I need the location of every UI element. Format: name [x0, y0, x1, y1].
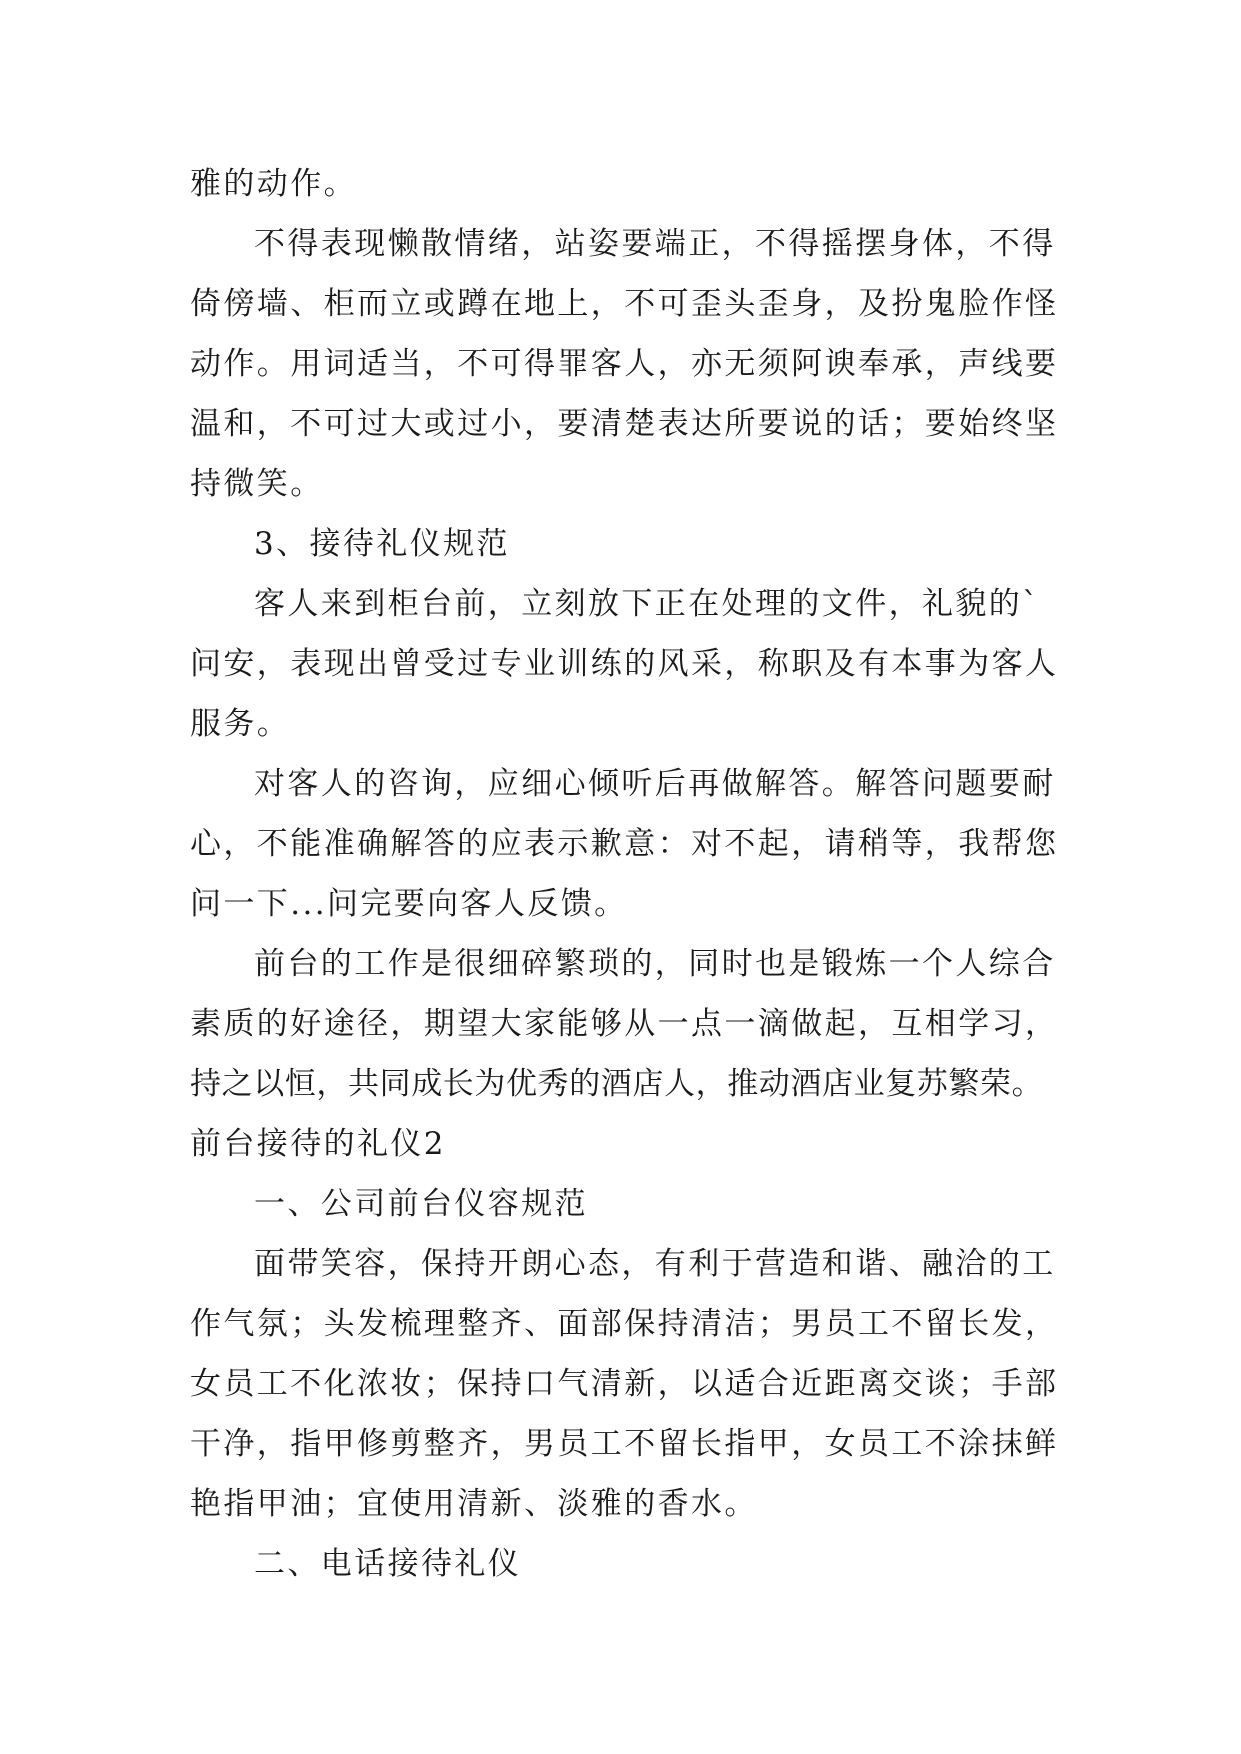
text-line: 问一下...问完要向客人反馈。	[190, 886, 628, 922]
text-line: 温和，不可过大或过小，要清楚表达所要说的话；要始终坚	[190, 406, 1059, 442]
text-line: 干净，指甲修剪整齐，男员工不留长指甲，女员工不涂抹鲜	[190, 1426, 1059, 1462]
text-line: 持微笑。	[190, 466, 324, 502]
paragraph-first-line: 客人来到柜台前，立刻放下正在处理的文件，礼貌的`	[254, 586, 1041, 622]
text-line: 雅的动作。	[190, 166, 357, 202]
text-line: 问安，表现出曾受过专业训练的风采，称职及有本事为客人	[190, 646, 1059, 682]
paragraph-first-line: 不得表现懒散情绪，站姿要端正，不得摇摆身体，不得	[254, 226, 1056, 262]
document-title: 前台接待的礼仪2	[190, 1126, 446, 1162]
text-line: 服务。	[190, 706, 291, 742]
section-heading: 3、接待礼仪规范	[254, 526, 510, 562]
section-heading: 一、公司前台仪容规范	[254, 1186, 588, 1222]
text-line: 艳指甲油；宜使用清新、淡雅的香水。	[190, 1486, 758, 1522]
paragraph-first-line: 面带笑容，保持开朗心态，有利于营造和谐、融洽的工	[254, 1246, 1056, 1282]
paragraph-first-line: 前台的工作是很细碎繁琐的，同时也是锻炼一个人综合	[254, 946, 1056, 982]
paragraph-first-line: 对客人的咨询，应细心倾听后再做解答。解答问题要耐	[254, 766, 1056, 802]
text-line: 持之以恒，共同成长为优秀的酒店人，推动酒店业复苏繁荣。	[190, 1066, 1044, 1102]
text-line: 倚傍墙、柜而立或蹲在地上，不可歪头歪身，及扮鬼脸作怪	[190, 286, 1059, 322]
text-line: 素质的好途径，期望大家能够从一点一滴做起，互相学习，	[190, 1006, 1059, 1042]
text-line: 作气氛；头发梳理整齐、面部保持清洁；男员工不留长发，	[190, 1306, 1059, 1342]
text-line: 动作。用词适当，不可得罪客人，亦无须阿谀奉承，声线要	[190, 346, 1059, 382]
text-line: 心，不能准确解答的应表示歉意：对不起，请稍等，我帮您	[190, 826, 1059, 862]
section-heading: 二、电话接待礼仪	[254, 1546, 522, 1582]
text-line: 女员工不化浓妆；保持口气清新，以适合近距离交谈；手部	[190, 1366, 1059, 1402]
